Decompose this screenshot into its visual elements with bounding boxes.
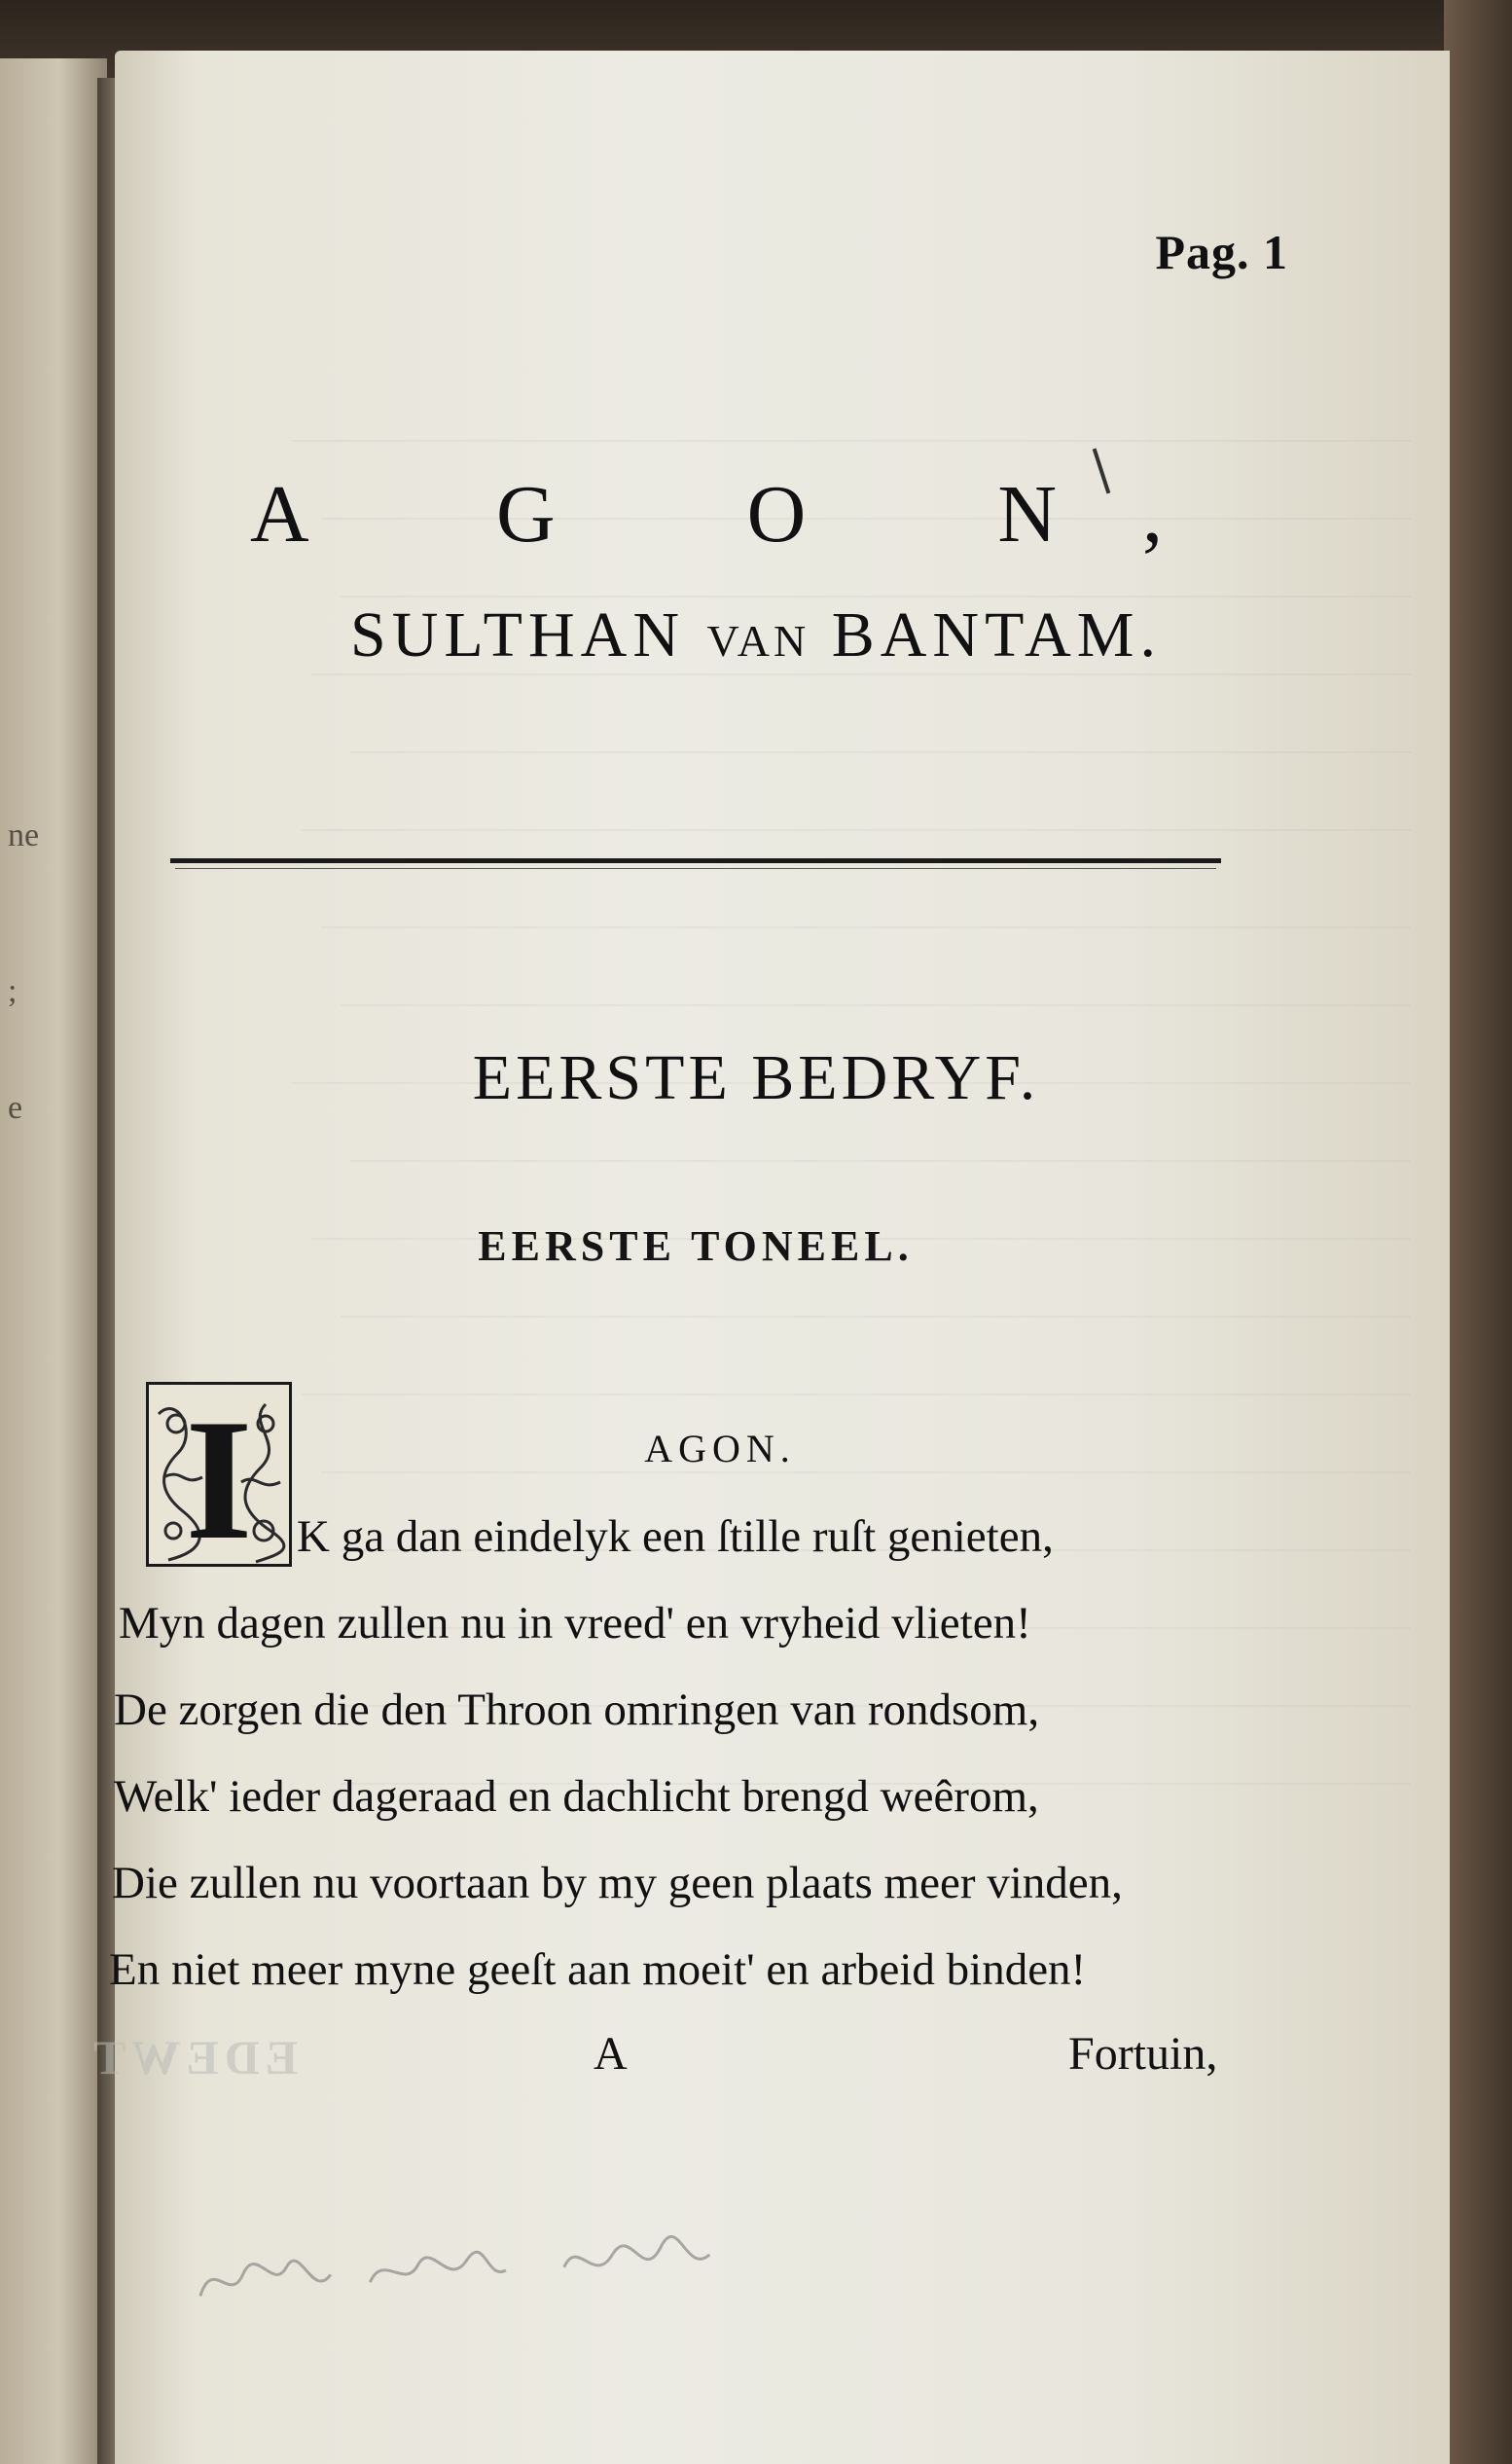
verse-line: Myn dagen zullen nu in vreed' en vryheid vlieten! <box>119 1598 1031 1649</box>
act-heading: EERSTE BEDRYF. <box>472 1042 1040 1113</box>
left-page-fragment: e <box>8 1090 23 1126</box>
verse-line: Die zullen nu voortaan by my geen plaats meer vinden, <box>112 1858 1123 1908</box>
decorated-initial <box>146 1382 292 1567</box>
verse-line: De zorgen die den Throon omringen van rondsom, <box>114 1685 1040 1735</box>
catchword: Fortuin, <box>1068 2028 1218 2080</box>
title-divider-rule-thin <box>175 868 1216 869</box>
scene-heading: EERSTE TONEEL. <box>478 1222 914 1270</box>
verse-line: En niet meer myne geeſt aan moeit' en arbeid binden! <box>109 1944 1087 1995</box>
verse-line: Welk' ieder dageraad en dachlicht brengd weêrom, <box>114 1771 1039 1822</box>
title-agon: A G O N, <box>249 469 1248 560</box>
page-number: Pag. 1 <box>1155 225 1288 279</box>
title-word-bantam: BANTAM. <box>831 599 1162 670</box>
title-word-sulthan: SULTHAN <box>350 599 685 670</box>
bleed-through-word: EDEWT <box>88 2030 299 2084</box>
left-page-fragment: ; <box>8 973 18 1009</box>
title-divider-rule <box>170 858 1221 863</box>
speaker-name: AGON. <box>644 1427 796 1470</box>
left-page-fragment: ne <box>8 817 40 853</box>
background-right <box>1444 0 1512 2464</box>
title-subtitle <box>0 598 1512 672</box>
signature-mark: A <box>594 2028 628 2080</box>
title-word-van: VAN <box>706 616 810 666</box>
verse-line: K ga dan eindelyk een ſtille ruſt genieten, <box>297 1511 1054 1562</box>
drop-cap-letter: I <box>185 1383 253 1567</box>
